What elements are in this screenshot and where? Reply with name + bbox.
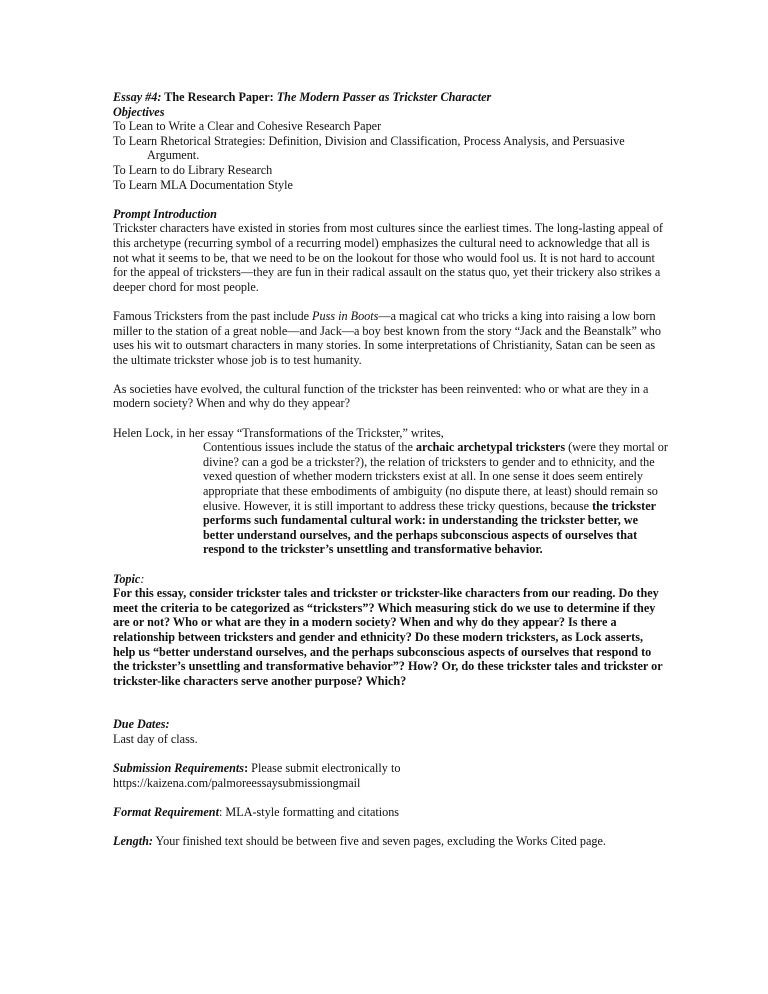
objective-item: To Learn Rhetorical Strategies: Definition, Division and Classification, Process Analysis, and Persuasive: [113, 133, 625, 148]
objective-item: To Lean to Write a Clear and Cohesive Research Paper: [113, 119, 382, 134]
essay-title: [113, 90, 668, 105]
submission-colon: :: [244, 761, 249, 776]
prompt-paragraph-4: Helen Lock, in her essay “Transformations of the Trickster,” writes,: [113, 425, 444, 440]
format-text: : MLA-style formatting and citations: [218, 804, 400, 819]
objective-item: To Learn MLA Documentation Style: [113, 177, 293, 192]
para2-text-a: Famous Tricksters from the past include: [113, 308, 313, 323]
length-heading: Length:: [113, 834, 153, 849]
essay-title-italic: The Modern Passer as Trickster Character: [276, 90, 492, 104]
block-quote: [113, 440, 668, 557]
submission-heading: Submission Requirements: [113, 761, 245, 776]
quote-text-b: (were they mortal or divine? can a god be a trickster?), the relation of tricksters to gender and to ethnicity, and the vexed question of whether modern tricksters exist at all. In one sense it does seem entirely appropriate that these embodiments of ambiguity (no dispute there, at least) should remain so elusive. However, it is still important to address these tricky questions, because: [203, 440, 668, 513]
essay-title-plain: The Research Paper:: [161, 90, 277, 104]
objective-item: To Learn to do Library Research: [113, 162, 273, 177]
prompt-paragraph-1: Trickster characters have existed in stories from most cultures since the earliest times. The long-lasting appeal of this archetype (recurring symbol of a recurring model) emphasizes the cultural need to acknowledge that all is not what it seems to be, that we need to be on the lookout for those who would fool us. It is not hard to account for the appeal of tricksters—they are fun in their radical assault on the status quo, yet their trickery also strikes a deeper chord for most people.: [113, 221, 663, 294]
puss-in-boots-title: Puss in Boots: [312, 308, 379, 323]
submission-url[interactable]: https://kaizena.com/palmoreessaysubmissiongmail: [113, 775, 361, 790]
quote-bold-1: archaic archetypal tricksters: [415, 440, 566, 455]
quote-text-a: Contentious issues include the status of the: [203, 440, 416, 455]
essay-number: Essay #4:: [113, 90, 162, 104]
topic-heading: [113, 572, 668, 587]
objective-item-continued: Argument.: [147, 148, 200, 163]
topic-heading-text: Topic: [113, 571, 141, 586]
para2-text-b: —a magical cat who tricks a king into raising a low born miller to the station of a great noble—and Jack—a boy best known from the story “Jack and the Beanstalk” who uses his wit to outsmart characters in many stories. In some interpretations of Christianity, Satan can be seen as the ultimate trickster whose job is to test humanity.: [113, 308, 661, 367]
length-requirement: [113, 834, 668, 849]
quote-bold-2: the trickster performs such fundamental cultural work: in understanding the trickster better, we better understand ourselves, and the perhaps subconscious aspects of ourselves that respond to the trickster’s unsettling and transformative behavior.: [203, 498, 656, 557]
topic-body: For this essay, consider trickster tales and trickster or trickster-like characters from our reading. Do they meet the criteria to be categorized as “tricksters”? Which measuring stick do we use to determine if they are or not? Who or what are they in a modern society? When and why do they appear? Is there a relationship between tricksters and gender and ethnicity? Do these modern tricksters, as Lock asserts, help us “better understand ourselves, and the perhaps subconscious aspects of ourselves that respond to the trickster’s unsettling and transformative behavior”? How? Or, do these trickster tales and trickster or trickster-like characters serve another purpose? Which?: [113, 586, 663, 688]
submission-requirements: [113, 761, 668, 776]
objectives-heading: Objectives: [113, 104, 165, 119]
prompt-paragraph-3: As societies have evolved, the cultural function of the trickster has been reinvented: who or what are they in a modern society? When and why do they appear?: [113, 381, 649, 411]
prompt-paragraph-2: [113, 309, 668, 367]
format-heading: Format Requirement: [113, 804, 219, 819]
topic-colon: :: [140, 571, 145, 586]
due-dates-heading: Due Dates:: [113, 717, 170, 732]
length-text: Your finished text should be between five and seven pages, excluding the Works Cited page.: [152, 834, 606, 849]
due-dates-value: Last day of class.: [113, 731, 198, 746]
prompt-heading: Prompt Introduction: [113, 206, 217, 221]
submission-text: Please submit electronically to: [248, 761, 401, 776]
format-requirement: [113, 805, 668, 820]
